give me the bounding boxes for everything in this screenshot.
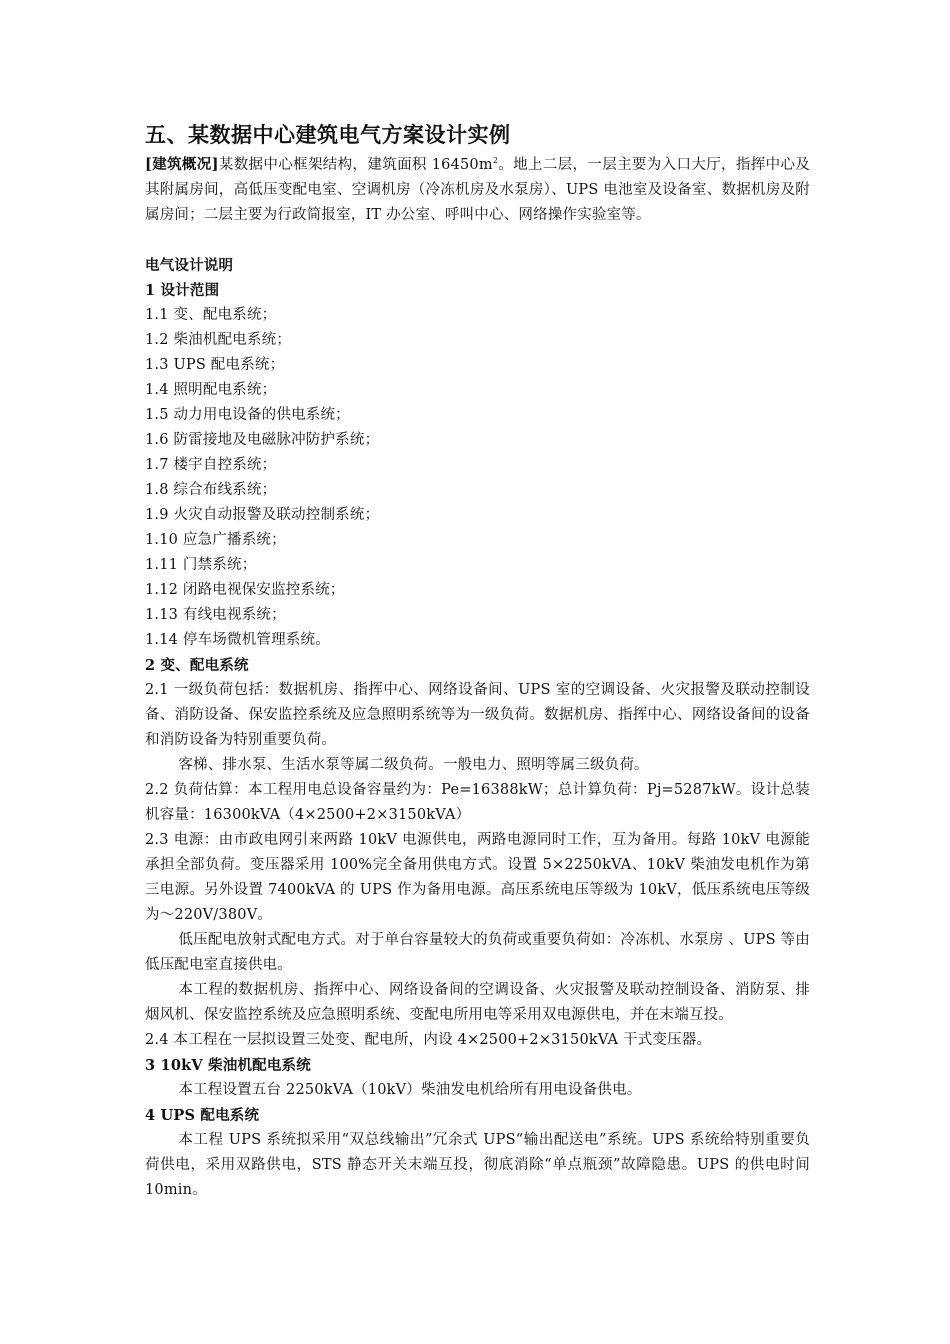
section3-heading: 3 10kV 柴油机配电系统: [145, 1057, 311, 1074]
scope-heading: 1 设计范围: [145, 282, 220, 299]
section2-paragraph-6: 本工程的数据机房、指挥中心、网络设备间的空调设备、火灾报警及联动控制设备、消防泵、排烟风机、保安监控系统及应急照明系统、变配电所用电等采用双电源供电，并在末端互投。: [145, 982, 810, 1023]
section2-paragraph-1: 2.1 一级负荷包括：数据机房、指挥中心、网络设备间、UPS 室的空调设备、火灾报警及联动控制设备、消防设备、保安监控系统及应急照明系统等为一级负荷。数据机房、指挥中心、网络设备间的设备和消防设备为特别重要负荷。: [145, 682, 810, 748]
scope-item: 1.14 停车场微机管理系统。: [145, 632, 330, 648]
scope-item: 1.8 综合布线系统；: [145, 482, 277, 498]
section3-paragraph-1: 本工程设置五台 2250kVA（10kV）柴油发电机给所有用电设备供电。: [178, 1082, 642, 1098]
spacer: [145, 228, 810, 253]
section2-paragraph-5: 低压配电放射式配电方式。对于单台容量较大的负荷或重要负荷如：冷冻机、水泵房 、UPS 等由低压配电室直接供电。: [145, 932, 810, 973]
scope-item: 1.3 UPS 配电系统；: [145, 357, 285, 373]
overview-text-b: 。地上二层，一层主要为入口大厅，指挥中心及其附属房间，高低压变配电室、空调机房（冷冻机房及水泵房）、UPS 电池室及设备室、数据机房及附属房间；二层主要为行政简报室，IT 办公室、呼叫中心、网络操作实验室等。: [145, 157, 811, 223]
scope-item: 1.10 应急广播系统；: [145, 532, 286, 548]
section2-paragraph-4: 2.3 电源：由市政电网引来两路 10kV 电源供电，两路电源同时工作，互为备用。每路 10kV 电源能承担全部负荷。变压器采用 100%完全备用供电方式。设置 5×2250kVA、10kV 柴油发电机作为第三电源。另外设置 7400kVA 的 UPS 作为备用电源。高压系统电压等级为 10kV，低压系统电压等级为～220V/380V。: [145, 832, 810, 923]
scope-item: 1.7 楼宇自控系统；: [145, 457, 277, 473]
section2-paragraph-2: 客梯、排水泵、生活水泵等属二级负荷。一般电力、照明等属三级负荷。: [178, 757, 649, 773]
overview-text-a: 某数据中心框架结构，建筑面积 16450m: [218, 157, 493, 173]
scope-item: 1.9 火灾自动报警及联动控制系统；: [145, 507, 380, 523]
design-heading: 电气设计说明: [145, 257, 234, 274]
section2-paragraph-3: 2.2 负荷估算：本工程用电总设备容量约为：Pe=16388kW；总计算负荷：Pj=5287kW。设计总装机容量：16300kVA（4×2500+2×3150kVA）: [145, 782, 810, 823]
section4-heading: 4 UPS 配电系统: [145, 1107, 260, 1124]
scope-item: 1.1 变、配电系统；: [145, 307, 277, 323]
overview-label: [建筑概况]: [145, 156, 219, 173]
section2-paragraph-7: 2.4 本工程在一层拟设置三处变、配电所，内设 4×2500+2×3150kVA 干式变压器。: [145, 1032, 712, 1048]
overview-sup: 2: [492, 156, 499, 166]
overview-paragraph: [145, 152, 810, 228]
document-page: [145, 118, 810, 1203]
section4-paragraph-1: 本工程 UPS 系统拟采用“双总线输出”冗余式 UPS“输出配送电”系统。UPS 系统给特别重要负荷供电，采用双路供电，STS 静态开关末端互投，彻底消除“单点瓶颈”故障隐患。UPS 的供电时间 10min。: [145, 1132, 810, 1198]
scope-item: 1.12 闭路电视保安监控系统；: [145, 582, 345, 598]
section2-heading: 2 变、配电系统: [145, 657, 249, 674]
scope-item: 1.4 照明配电系统；: [145, 382, 277, 398]
scope-item: 1.13 有线电视系统；: [145, 607, 286, 623]
scope-list: [145, 303, 810, 653]
document-title: 五、某数据中心建筑电气方案设计实例: [145, 123, 511, 147]
scope-item: 1.11 门禁系统；: [145, 557, 257, 573]
scope-item: 1.6 防雷接地及电磁脉冲防护系统；: [145, 432, 380, 448]
scope-item: 1.2 柴油机配电系统；: [145, 332, 292, 348]
scope-item: 1.5 动力用电设备的供电系统；: [145, 407, 350, 423]
